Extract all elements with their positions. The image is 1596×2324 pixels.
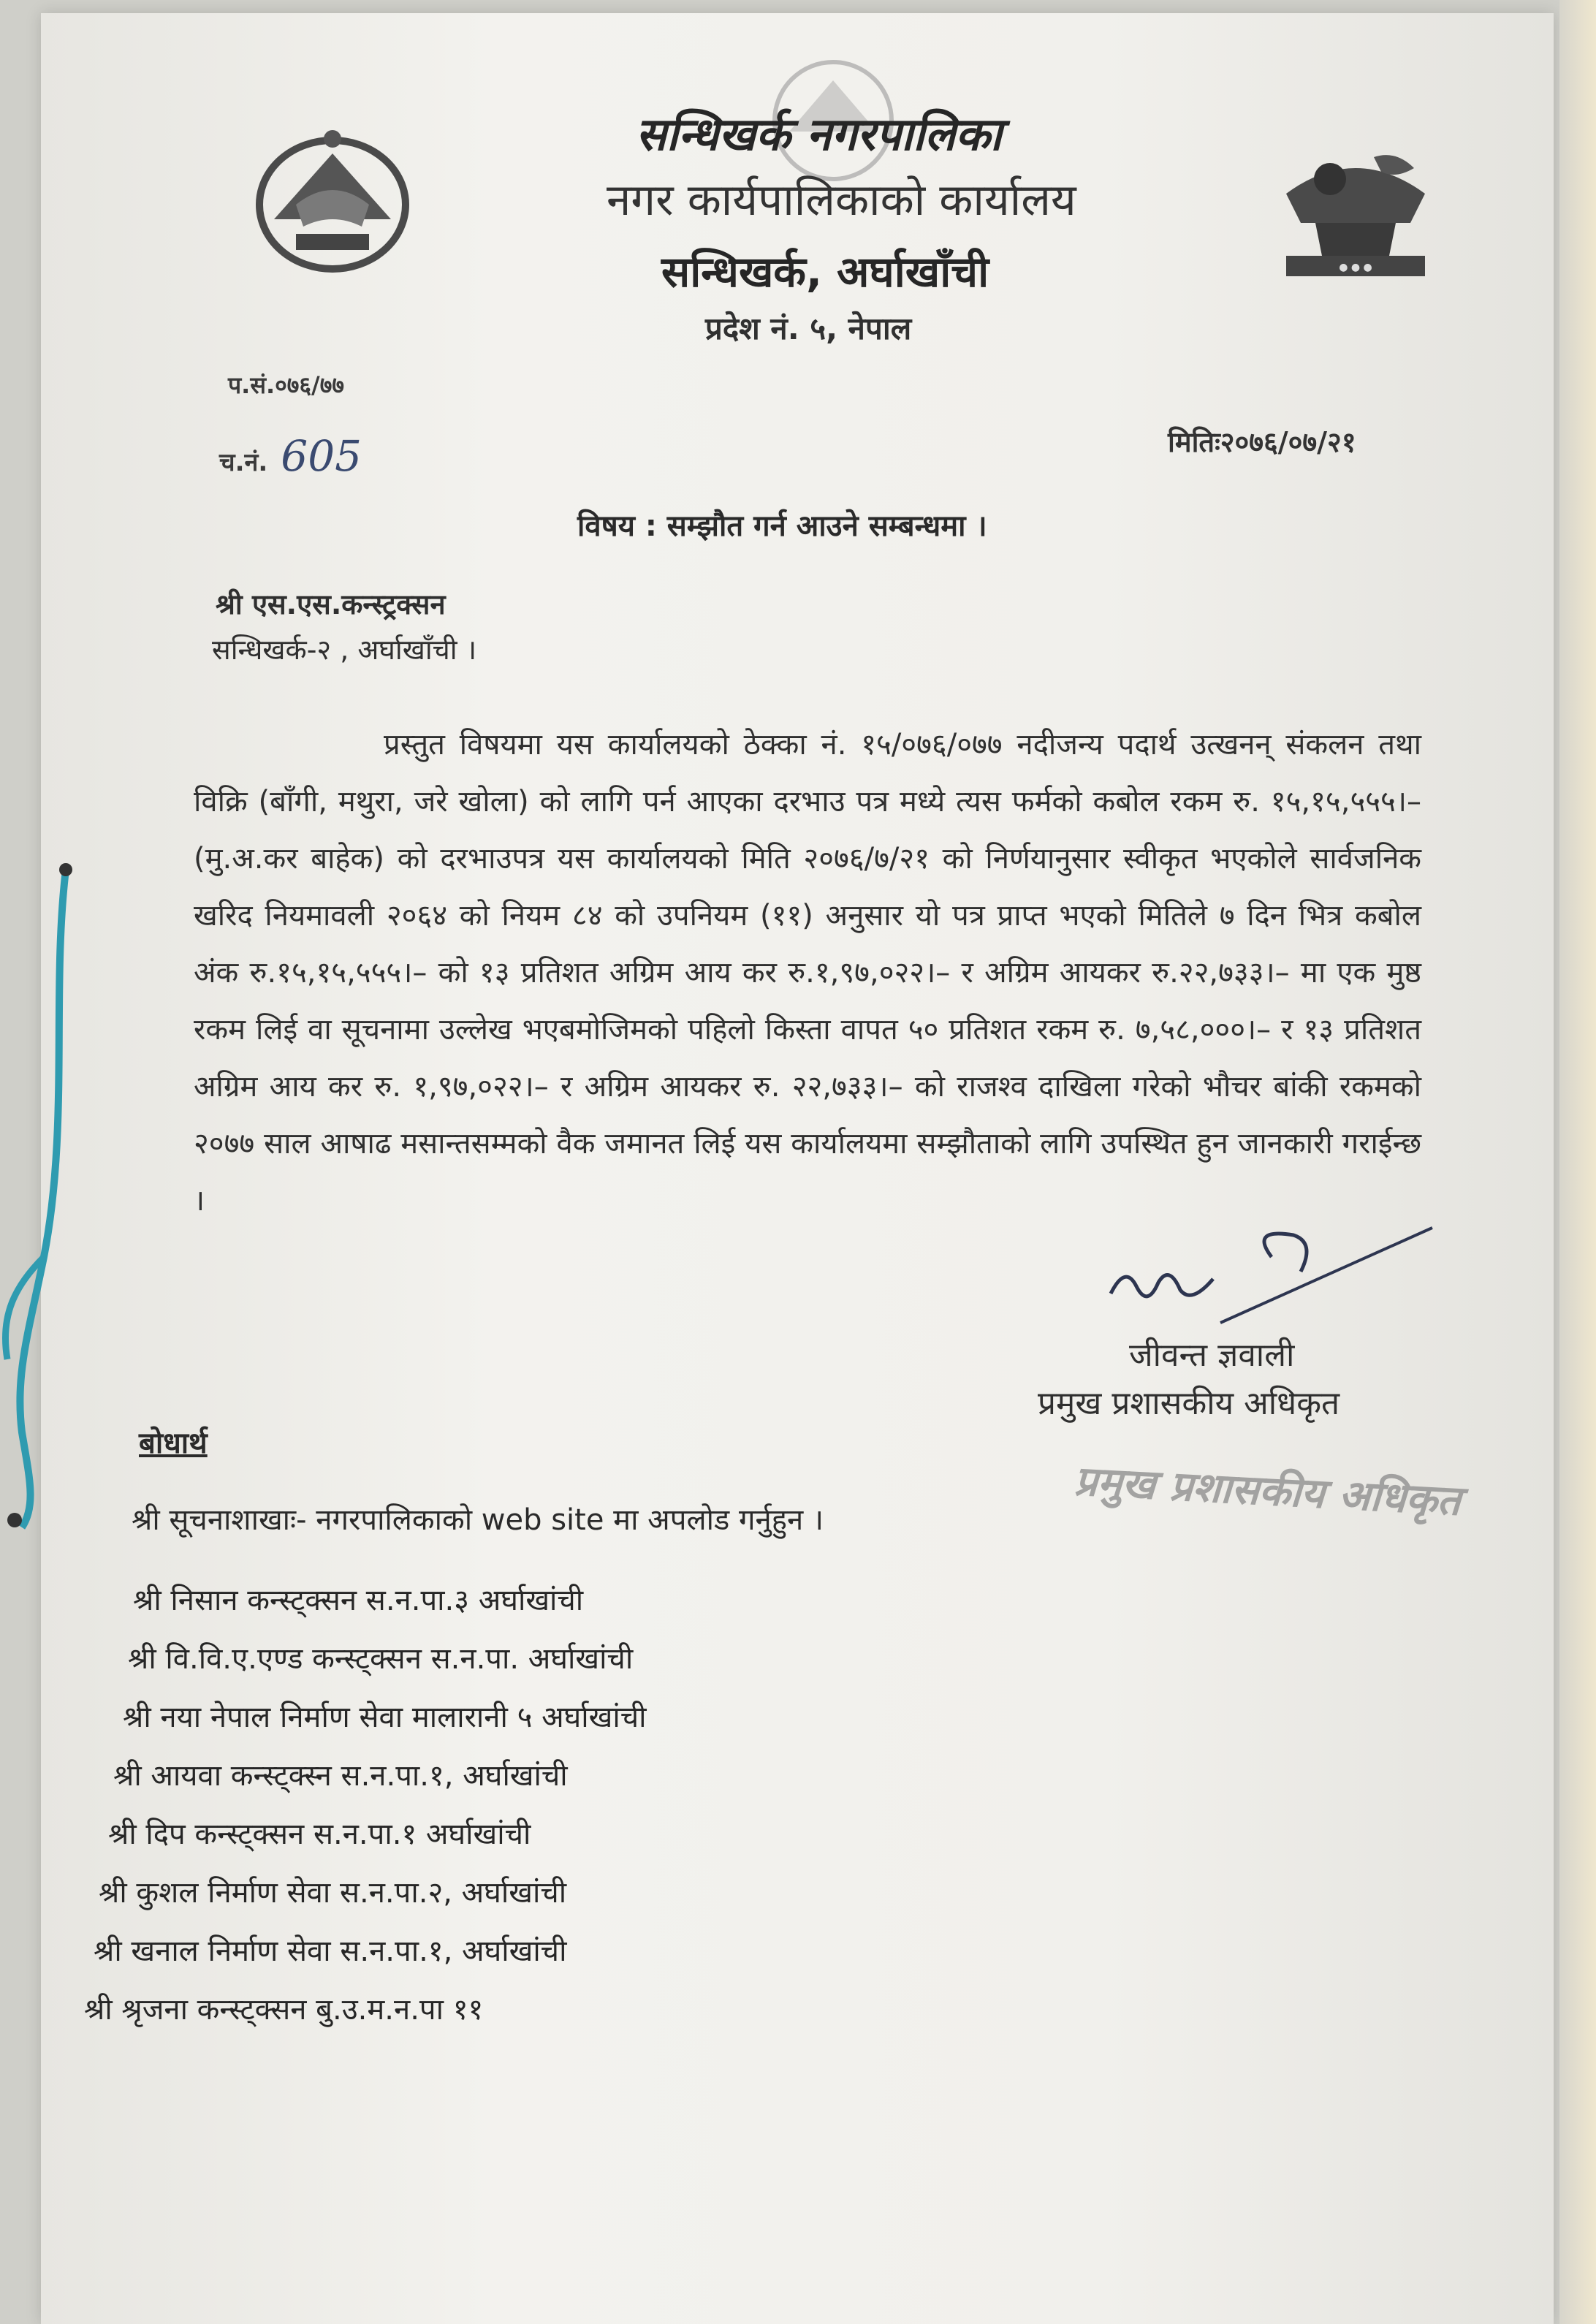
- addressee-address: सन्धिखर्क-२ , अर्घाखाँची ।: [212, 634, 477, 666]
- binding-string: [0, 848, 88, 1535]
- dispatch-label: च.नं.: [219, 448, 268, 477]
- signature: [1096, 1213, 1440, 1337]
- office-location: सन्धिखर्क, अर्घाखाँची: [661, 247, 989, 297]
- municipality-name: सन्धिखर्क नगरपालिका: [636, 107, 1002, 161]
- cc-item: श्री दिप कन्स्ट्क्सन स.न.पा.१ अर्घाखांची: [108, 1818, 531, 1851]
- cc-item: श्री श्रृजना कन्स्ट्क्सन बु.उ.म.न.पा ११: [84, 1993, 484, 2027]
- paper-edge: [1559, 0, 1596, 2324]
- province-line: प्रदेश नं. ५, नेपाल: [705, 311, 912, 346]
- nepal-emblem-icon: [245, 124, 420, 278]
- office-name: नगर कार्यपालिकाको कार्यालय: [607, 175, 1076, 226]
- cc-item: श्री निसान कन्स्ट्क्सन स.न.पा.३ अर्घाखांची: [133, 1584, 584, 1617]
- signatory-name: जीवन्त ज्ञवाली: [1129, 1337, 1295, 1374]
- cc-first-recipient: श्री सूचनाशाखाः- नगरपालिकाको web site मा अपलोड गर्नुहुन ।: [132, 1503, 824, 1537]
- signatory-title: प्रमुख प्रशासकीय अधिकृत: [1038, 1385, 1340, 1422]
- municipality-logo-icon: [1272, 128, 1440, 289]
- cc-item: श्री वि.वि.ए.एण्ड कन्स्ट्क्सन स.न.पा. अर्घाखांची: [128, 1642, 634, 1676]
- cc-item: श्री कुशल निर्माण सेवा स.न.पा.२, अर्घाखांची: [99, 1876, 567, 1910]
- cc-item: श्री आयवा कन्स्ट्क्स्न स.न.पा.१, अर्घाखांची: [113, 1759, 568, 1793]
- letter-body: [194, 716, 1421, 1229]
- cc-heading: बोधार्थ: [139, 1427, 208, 1460]
- cc-item: श्री नया नेपाल निर्माण सेवा मालारानी ५ अर्घाखांची: [123, 1701, 647, 1734]
- addressee-name: श्री एस.एस.कन्स्ट्रक्सन: [216, 588, 446, 620]
- letter-date: मितिः२०७६/०७/२१: [1168, 426, 1356, 458]
- cc-item: श्री खनाल निर्माण सेवा स.न.पा.१, अर्घाखांची: [94, 1934, 567, 1968]
- dispatch-number-handwritten: 605: [281, 431, 362, 481]
- svg-text:● ● ●: ● ● ●: [1339, 262, 1372, 273]
- body-paragraph: प्रस्तुत विषयमा यस कार्यालयको ठेक्का नं. १५/०७६/०७७ नदीजन्य पदार्थ उत्खनन् संकलन तथा विक्रि (बाँगी, मथुरा, जरे खोला) को लागि पर्न आएका दरभाउ पत्र मध्ये त्यस फर्मको कबोल रकम रु. १५,१५,५५५।– (मु.अ.कर बाहेक) को दरभाउपत्र यस कार्यालयको मिति २०७६/७/२१ को निर्णयानुसार स्वीकृत भएकोले सार्वजनिक खरिद नियमावली २०६४ को नियम ८४ को उपनियम (११) अनुसार यो पत्र प्राप्त भएको मितिले ७ दिन भित्र कबोल अंक रु.१५,१५,५५५।– को १३ प्रतिशत अग्रिम आय कर रु.१,९७,०२२।– र अग्रिम आयकर रु.२२,७३३।– मा एक मुष्ठ रकम लिई वा सूचनामा उल्लेख भएबमोजिमको पहिलो किस्ता वापत ५० प्रतिशत रकम रु. ७,५८,०००।– र १३ प्रतिशत अग्रिम आय कर रु. १,९७,०२२।– र अग्रिम आयकर रु. २२,७३३।– को राजश्व दाखिला गरेको भौचर बांकी रकमको २०७७ साल आषाढ मसान्तसम्मको वैक जमानत लिई यस कार्यालयमा सम्झौताको लागि उपस्थित हुन जानकारी गराईन्छ ।: [194, 728, 1421, 1218]
- fiscal-year: प.सं.०७६/७७: [228, 371, 345, 399]
- subject-line: विषय : सम्झौत गर्न आउने सम्बन्धमा ।: [577, 509, 987, 543]
- official-stamp: प्रमुख प्रशासकीय अधिकृत: [1073, 1457, 1462, 1525]
- dispatch-number: [219, 431, 362, 481]
